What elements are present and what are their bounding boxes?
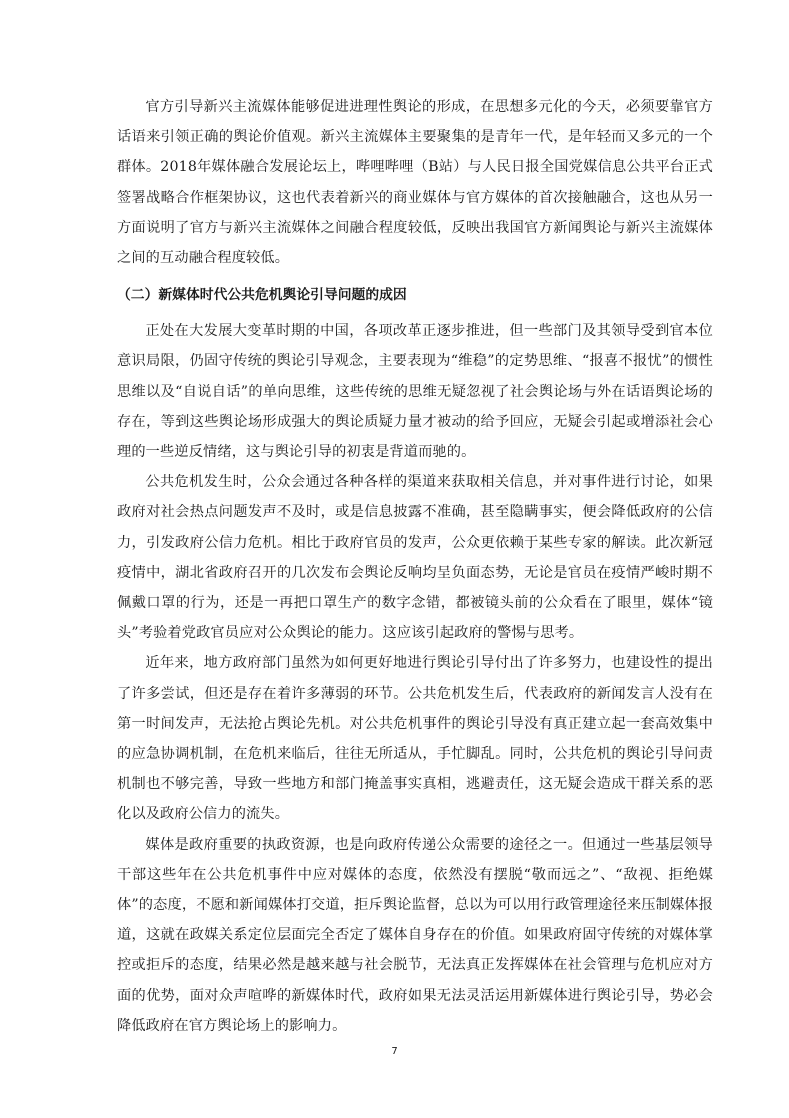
document-body (117, 92, 713, 1041)
paragraph-weak-links: 近年来，地方政府部门虽然为如何更好地进行舆论引导付出了许多努力，也建设性的提出了许多尝试，但还是存在着许多薄弱的环节。公共危机发生后，代表政府的新闻发言人没有在第一时间发声，无法抢占舆论先机。对公共危机事件的舆论引导没有真正建立起一套高效集中的应急协调机制，在危机来临后，往往无所适从，手忙脚乱。同时，公共危机的舆论引导问责机制也不够完善，导致一些地方和部门掩盖事实真相，逃避责任，这无疑会造成干群关系的恶化以及政府公信力的流失。 (117, 655, 713, 823)
paragraph-traditional-mindset: 正处在大发展大变革时期的中国，各项改革正逐步推进，但一些部门及其领导受到官本位意识局限，仍固守传统的舆论引导观念，主要表现为“维稳”的定势思维、“报喜不报忧”的惯性思维以及“自说自话”的单向思维，这些传统的思维无疑忽视了社会舆论场与外在话语舆论场的存在，等到这些舆论场形成强大的舆论质疑力量才被动的给予回应，无疑会引起或增添社会心理的一些逆反情绪，这与舆论引导的初衷是背道而驰的。 (117, 323, 713, 461)
page-number: 7 (391, 1046, 398, 1057)
section-heading: （二）新媒体时代公共危机舆论引导问题的成因 (117, 287, 407, 304)
paragraph-public-crisis: 公共危机发生时，公众会通过各种各样的渠道来获取相关信息，并对事件进行讨论，如果政府对社会热点问题发声不及时，或是信息披露不准确，甚至隐瞒事实，便会降低政府的公信力，引发政府公信力危机。相比于政府官员的发声，公众更依赖于某些专家的解读。此次新冠疫情中，湖北省政府召开的几次发布会舆论反响均呈负面态势，无论是官员在疫情严峻时期不佩戴口罩的行为，还是一再把口罩生产的数字念错，都被镜头前的公众看在了眼里，媒体“镜头”考验着党政官员应对公众舆论的能力。这应该引起政府的警惕与思考。 (117, 474, 713, 642)
paragraph-media-resource: 媒体是政府重要的执政资源，也是向政府传递公众需要的途径之一。但通过一些基层领导干部这些年在公共危机事件中应对媒体的态度，依然没有摆脱“敬而远之”、“敌视、拒绝媒体”的态度，不愿和新闻媒体打交道，拒斥舆论监督，总以为可以用行政管理途径来压制媒体报道，这就在政媒关系定位层面完全否定了媒体自身存在的价值。如果政府固守传统的对媒体掌控或拒斥的态度，结果必然是越来越与社会脱节，无法真正发挥媒体在社会管理与危机应对方面的优势，面对众声喧哗的新媒体时代，政府如果无法灵活运用新媒体进行舆论引导，势必会降低政府在官方舆论场上的影响力。 (117, 836, 713, 1034)
paragraph-official-guidance: 官方引导新兴主流媒体能够促进进理性舆论的形成，在思想多元化的今天，必须要靠官方话语来引领正确的舆论价值观。新兴主流媒体主要聚集的是青年一代，是年轻而又多元的一个群体。2018年媒体融合发展论坛上，哔哩哔哩（B站）与人民日报全国党媒信息公共平台正式签署战略合作框架协议，这也代表着新兴的商业媒体与官方媒体的首次接触融合，这也从另一方面说明了官方与新兴主流媒体之间融合程度较低，反映出我国官方新闻舆论与新兴主流媒体之间的互动融合程度较低。 (117, 99, 713, 267)
